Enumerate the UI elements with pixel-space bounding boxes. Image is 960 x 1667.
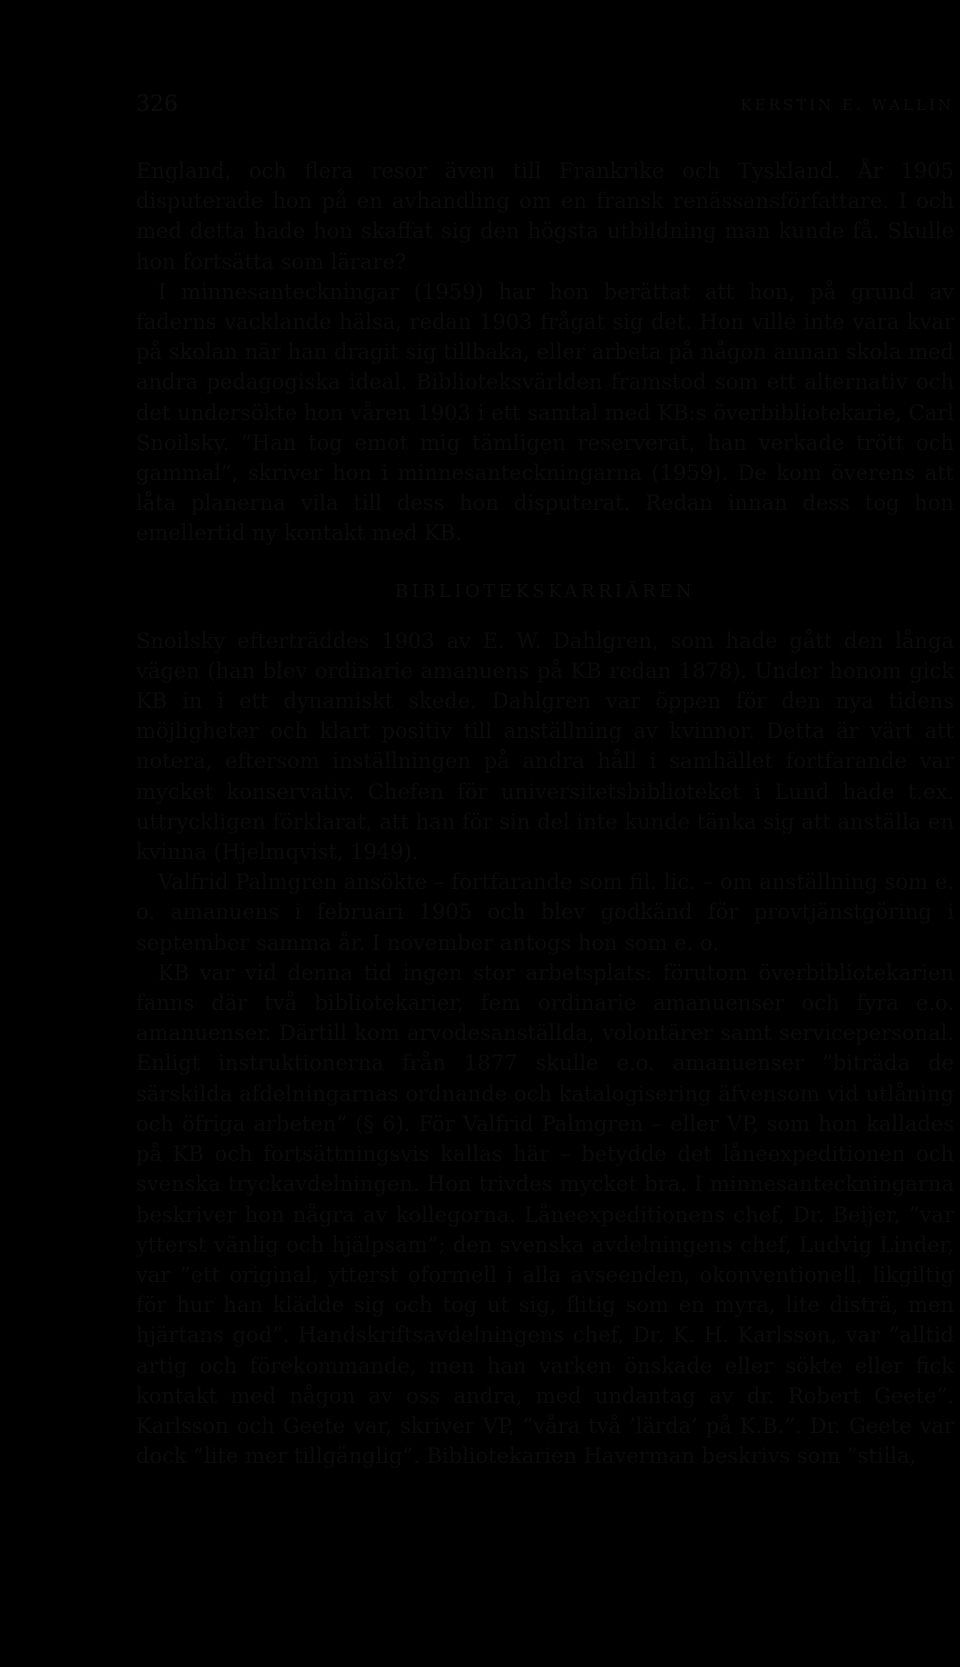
paragraph-england: England, och flera resor även till Frankrike och Tyskland. År 1905 disputerade hon på en avhandling om en fransk renässansförfattare. I och med detta hade hon skaffat sig den högsta utbildning man kunde få. Skulle hon fortsätta som lärare? bbox=[136, 159, 954, 274]
section-heading: BIBLIOTEKSKARRIÄREN bbox=[394, 580, 696, 602]
paragraph-minnesanteckningar: I minnesanteckningar (1959) har hon berättat att hon, på grund av faderns vacklande hälsa, redan 1903 frågat sig det. Hon ville inte vara kvar på skolan när han dragit sig tillbaka, eller arbeta på någon annan skola med andra pedagogiska ideal. Biblioteksvärlden framstod som ett alternativ och det undersökte hon våren 1903 i ett samtal med KB:s överbibliotekarie, Carl Snoilsky. ”Han tog emot mig tämligen reserverat, han verkade trött och gammal”, skriver hon i minnesanteckningarna (1959). De kom överens att låta planerna vila till dess hon disputerat. Redan innan dess tog hon emellertid ny kontakt med KB. bbox=[136, 279, 954, 546]
paragraph-palmgren-application: Valfrid Palmgren ansökte – fortfarande som fil. lic. – om anställning som e. o. amanuens i februari 1905 och blev godkänd för provtjänstgöring i september samma år. I november antogs hon som e. o. bbox=[136, 870, 954, 955]
body-text bbox=[136, 156, 954, 1471]
page-number: 326 bbox=[136, 92, 178, 117]
running-head-author: KERSTIN E. WALLIN bbox=[740, 96, 954, 114]
paragraph-kb-workplace: KB var vid denna tid ingen stor arbetsplats: förutom överbibliotekarien fanns där två bibliotekarier, fem ordinarie amanuenser och fyra e.o. amanuenser. Därtill kom arvodesanställda, volontärer samt servicepersonal. Enligt instruktionerna från 1877 skulle e.o. amanuenser ”biträda de särskilda afdelningarnas ordnande och katalogisering äfvensom vid utlåning och öfriga arbeten” (§ 6). För Valfrid Palmgren – eller VP, som hon kallades på KB och fortsättningsvis kallas här – betydde det låneexpeditionen och svenska tryckavdelningen. Hon trivdes mycket bra. I minnesanteckningarna beskriver hon några av kollegorna. Låneexpeditionens chef, Dr. Beijer, ”var ytterst vänlig och hjälpsam”; den svenska avdelningens chef, Ludvig Linder, var ”ett original, ytterst oformell i alla avseenden, okonventionell, likgiltig för hur han klädde sig och tog ut sig, flitig som en myra, lite disträ, men hjärtans god”. Handskriftsavdelningens chef, Dr. K. H. Karlsson, var ”alltid artig och förekommande, men han varken önskade eller sökte eller fick kontakt med någon av oss andra, med undantag av dr. Robert Geete”. Karlsson och Geete var, skriver VP, ”våra två ’lärda’ på K.B.”. Dr. Geete var dock ”lite mer tillgänglig”. Bibliotekarien Haverman beskrivs som ”stilla, bbox=[136, 960, 954, 1469]
paragraph-snoilsky: Snoilsky efterträddes 1903 av E. W. Dahlgren, som hade gått den långa vägen (han blev ordinarie amanuens på KB redan 1878). Under honom gick KB in i ett dynamiskt skede. Dahlgren var öppen för den nya tidens möjligheter och klart positiv till anställning av kvinnor. Detta är värt att notera, eftersom inställningen på andra håll i samhället fortfarande var mycket konservativ. Chefen för universitetsbiblioteket i Lund hade t.ex. uttryckligen förklarat, att han för sin del inte kunde tänka sig att anställa en kvinna (Hjelmqvist, 1949). bbox=[136, 628, 954, 865]
running-header bbox=[136, 92, 954, 122]
